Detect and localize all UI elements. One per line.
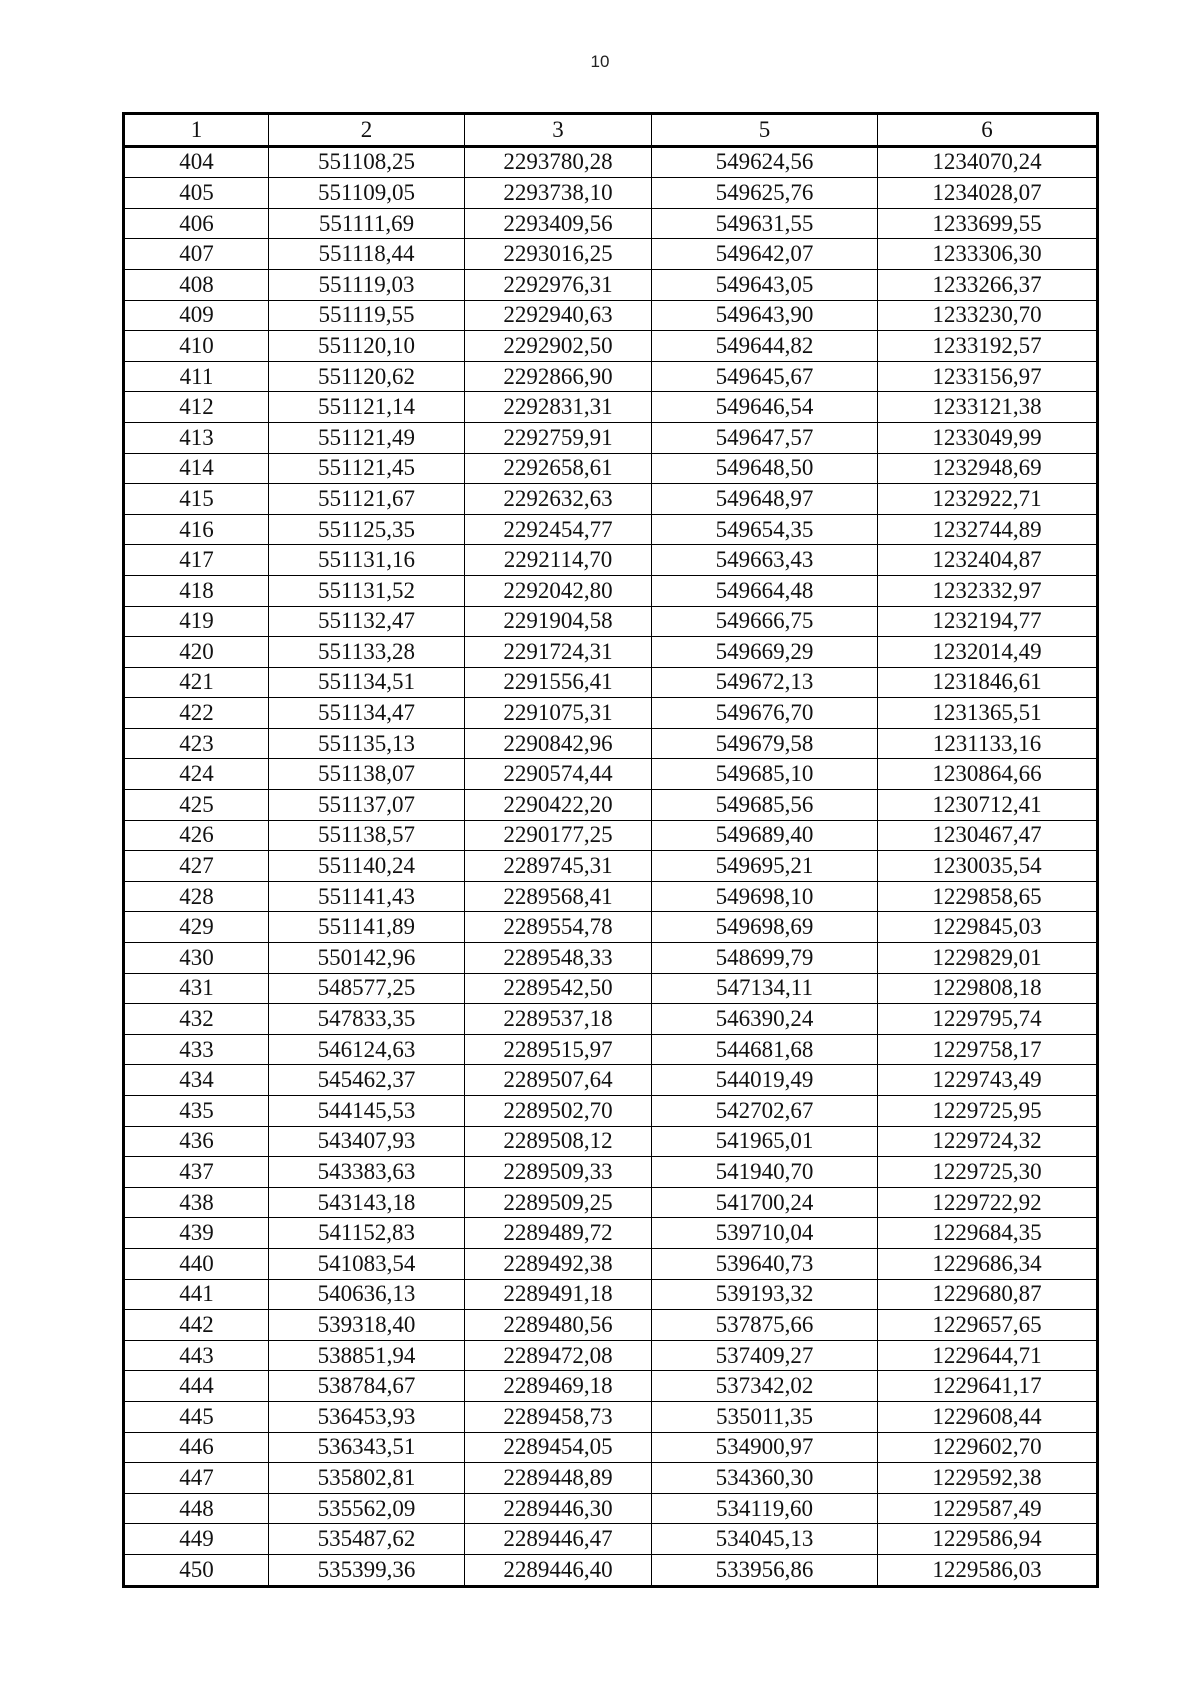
col5-value-cell: 549624,56 [652, 146, 878, 178]
point-number-cell: 444 [124, 1371, 269, 1402]
col5-value-cell: 533956,86 [652, 1554, 878, 1586]
table-row [124, 1218, 1098, 1249]
col2-value-cell: 551120,62 [269, 361, 465, 392]
col6-value-cell: 1229592,38 [878, 1463, 1098, 1494]
point-number-cell: 430 [124, 943, 269, 974]
col3-value-cell: 2289446,47 [465, 1524, 652, 1555]
col3-value-cell: 2290842,96 [465, 728, 652, 759]
col3-value-cell: 2289480,56 [465, 1310, 652, 1341]
point-number-cell: 405 [124, 178, 269, 209]
col2-value-cell: 551121,49 [269, 422, 465, 453]
point-number-cell: 420 [124, 637, 269, 668]
col5-value-cell: 547134,11 [652, 973, 878, 1004]
point-number-cell: 411 [124, 361, 269, 392]
col3-value-cell: 2289458,73 [465, 1401, 652, 1432]
col2-value-cell: 551121,67 [269, 484, 465, 515]
col6-value-cell: 1232744,89 [878, 514, 1098, 545]
point-number-cell: 434 [124, 1065, 269, 1096]
col3-value-cell: 2289542,50 [465, 973, 652, 1004]
col3-value-cell: 2289492,38 [465, 1248, 652, 1279]
table-row [124, 1279, 1098, 1310]
col6-value-cell: 1229845,03 [878, 912, 1098, 943]
col5-value-cell: 549695,21 [652, 851, 878, 882]
col6-value-cell: 1229586,94 [878, 1524, 1098, 1555]
col3-value-cell: 2293409,56 [465, 208, 652, 239]
table-row [124, 146, 1098, 178]
col3-value-cell: 2292831,31 [465, 392, 652, 423]
col2-value-cell: 541083,54 [269, 1248, 465, 1279]
col3-value-cell: 2289537,18 [465, 1004, 652, 1035]
col2-value-cell: 535399,36 [269, 1554, 465, 1586]
col3-value-cell: 2292902,50 [465, 331, 652, 362]
col6-value-cell: 1232332,97 [878, 575, 1098, 606]
table-row [124, 545, 1098, 576]
col6-value-cell: 1230467,47 [878, 820, 1098, 851]
col2-value-cell: 538851,94 [269, 1340, 465, 1371]
point-number-cell: 432 [124, 1004, 269, 1035]
column-header-6: 6 [878, 114, 1098, 147]
table-row [124, 392, 1098, 423]
col5-value-cell: 537409,27 [652, 1340, 878, 1371]
col3-value-cell: 2293016,25 [465, 239, 652, 270]
col6-value-cell: 1232194,77 [878, 606, 1098, 637]
col2-value-cell: 544145,53 [269, 1096, 465, 1127]
col5-value-cell: 541700,24 [652, 1187, 878, 1218]
col5-value-cell: 548699,79 [652, 943, 878, 974]
col2-value-cell: 541152,83 [269, 1218, 465, 1249]
col3-value-cell: 2292454,77 [465, 514, 652, 545]
point-number-cell: 422 [124, 698, 269, 729]
col2-value-cell: 551134,47 [269, 698, 465, 729]
table-row [124, 606, 1098, 637]
col6-value-cell: 1232922,71 [878, 484, 1098, 515]
point-number-cell: 419 [124, 606, 269, 637]
col5-value-cell: 549647,57 [652, 422, 878, 453]
col2-value-cell: 551125,35 [269, 514, 465, 545]
point-number-cell: 410 [124, 331, 269, 362]
col3-value-cell: 2289507,64 [465, 1065, 652, 1096]
col3-value-cell: 2291904,58 [465, 606, 652, 637]
col3-value-cell: 2289515,97 [465, 1034, 652, 1065]
col5-value-cell: 549685,56 [652, 790, 878, 821]
table-row [124, 1187, 1098, 1218]
column-header-2: 2 [269, 114, 465, 147]
col6-value-cell: 1229858,65 [878, 881, 1098, 912]
point-number-cell: 446 [124, 1432, 269, 1463]
col5-value-cell: 549654,35 [652, 514, 878, 545]
col6-value-cell: 1229602,70 [878, 1432, 1098, 1463]
point-number-cell: 407 [124, 239, 269, 270]
col5-value-cell: 537875,66 [652, 1310, 878, 1341]
table-row [124, 331, 1098, 362]
col3-value-cell: 2289548,33 [465, 943, 652, 974]
table-row [124, 1004, 1098, 1035]
col6-value-cell: 1229722,92 [878, 1187, 1098, 1218]
col2-value-cell: 543383,63 [269, 1157, 465, 1188]
col5-value-cell: 534045,13 [652, 1524, 878, 1555]
col5-value-cell: 549646,54 [652, 392, 878, 423]
col6-value-cell: 1232948,69 [878, 453, 1098, 484]
point-number-cell: 421 [124, 667, 269, 698]
col6-value-cell: 1233230,70 [878, 300, 1098, 331]
col3-value-cell: 2289489,72 [465, 1218, 652, 1249]
col3-value-cell: 2292658,61 [465, 453, 652, 484]
col6-value-cell: 1229743,49 [878, 1065, 1098, 1096]
col5-value-cell: 549631,55 [652, 208, 878, 239]
point-number-cell: 416 [124, 514, 269, 545]
page-number: 10 [590, 52, 610, 71]
col2-value-cell: 551120,10 [269, 331, 465, 362]
col5-value-cell: 544019,49 [652, 1065, 878, 1096]
table-row [124, 1310, 1098, 1341]
col2-value-cell: 551131,52 [269, 575, 465, 606]
col5-value-cell: 534900,97 [652, 1432, 878, 1463]
col5-value-cell: 549698,10 [652, 881, 878, 912]
table-row [124, 1065, 1098, 1096]
point-number-cell: 435 [124, 1096, 269, 1127]
col2-value-cell: 543143,18 [269, 1187, 465, 1218]
col2-value-cell: 550142,96 [269, 943, 465, 974]
col6-value-cell: 1231846,61 [878, 667, 1098, 698]
col5-value-cell: 539193,32 [652, 1279, 878, 1310]
table-row [124, 698, 1098, 729]
col6-value-cell: 1229657,65 [878, 1310, 1098, 1341]
col3-value-cell: 2290574,44 [465, 759, 652, 790]
table-row [124, 1401, 1098, 1432]
column-header-5: 5 [652, 114, 878, 147]
col6-value-cell: 1233121,38 [878, 392, 1098, 423]
col6-value-cell: 1229758,17 [878, 1034, 1098, 1065]
table-row [124, 1554, 1098, 1586]
table-row [124, 1463, 1098, 1494]
table-row [124, 1432, 1098, 1463]
col5-value-cell: 549644,82 [652, 331, 878, 362]
table-row [124, 912, 1098, 943]
table-row [124, 820, 1098, 851]
col6-value-cell: 1229641,17 [878, 1371, 1098, 1402]
col3-value-cell: 2293738,10 [465, 178, 652, 209]
col3-value-cell: 2289454,05 [465, 1432, 652, 1463]
point-number-cell: 426 [124, 820, 269, 851]
col5-value-cell: 534119,60 [652, 1493, 878, 1524]
col6-value-cell: 1229725,95 [878, 1096, 1098, 1127]
col2-value-cell: 551108,25 [269, 146, 465, 178]
table-row [124, 1371, 1098, 1402]
point-number-cell: 442 [124, 1310, 269, 1341]
table-row [124, 239, 1098, 270]
point-number-cell: 431 [124, 973, 269, 1004]
col6-value-cell: 1232014,49 [878, 637, 1098, 668]
col6-value-cell: 1230712,41 [878, 790, 1098, 821]
table-row [124, 361, 1098, 392]
point-number-cell: 414 [124, 453, 269, 484]
col2-value-cell: 543407,93 [269, 1126, 465, 1157]
table-row [124, 484, 1098, 515]
col3-value-cell: 2292114,70 [465, 545, 652, 576]
col5-value-cell: 535011,35 [652, 1401, 878, 1432]
col3-value-cell: 2290177,25 [465, 820, 652, 851]
col2-value-cell: 551141,89 [269, 912, 465, 943]
column-header-1: 1 [124, 114, 269, 147]
point-number-cell: 445 [124, 1401, 269, 1432]
col3-value-cell: 2290422,20 [465, 790, 652, 821]
table-row [124, 1126, 1098, 1157]
col6-value-cell: 1234070,24 [878, 146, 1098, 178]
col2-value-cell: 538784,67 [269, 1371, 465, 1402]
col6-value-cell: 1229829,01 [878, 943, 1098, 974]
col6-value-cell: 1231133,16 [878, 728, 1098, 759]
col5-value-cell: 549669,29 [652, 637, 878, 668]
table-row [124, 300, 1098, 331]
col5-value-cell: 541965,01 [652, 1126, 878, 1157]
col3-value-cell: 2289448,89 [465, 1463, 652, 1494]
col2-value-cell: 551119,03 [269, 269, 465, 300]
point-number-cell: 417 [124, 545, 269, 576]
point-number-cell: 427 [124, 851, 269, 882]
col3-value-cell: 2292042,80 [465, 575, 652, 606]
col3-value-cell: 2291556,41 [465, 667, 652, 698]
col3-value-cell: 2289509,33 [465, 1157, 652, 1188]
col6-value-cell: 1233266,37 [878, 269, 1098, 300]
col6-value-cell: 1229680,87 [878, 1279, 1098, 1310]
table-row [124, 881, 1098, 912]
table-body [124, 146, 1098, 1586]
col6-value-cell: 1233156,97 [878, 361, 1098, 392]
table-row [124, 178, 1098, 209]
col3-value-cell: 2289508,12 [465, 1126, 652, 1157]
col2-value-cell: 551118,44 [269, 239, 465, 270]
point-number-cell: 439 [124, 1218, 269, 1249]
table-row [124, 1157, 1098, 1188]
col5-value-cell: 549663,43 [652, 545, 878, 576]
point-number-cell: 423 [124, 728, 269, 759]
col3-value-cell: 2289469,18 [465, 1371, 652, 1402]
col2-value-cell: 551141,43 [269, 881, 465, 912]
col3-value-cell: 2293780,28 [465, 146, 652, 178]
col2-value-cell: 535802,81 [269, 1463, 465, 1494]
col6-value-cell: 1233049,99 [878, 422, 1098, 453]
col3-value-cell: 2289554,78 [465, 912, 652, 943]
point-number-cell: 415 [124, 484, 269, 515]
table-row [124, 453, 1098, 484]
col6-value-cell: 1229795,74 [878, 1004, 1098, 1035]
col2-value-cell: 551111,69 [269, 208, 465, 239]
col2-value-cell: 546124,63 [269, 1034, 465, 1065]
col5-value-cell: 539640,73 [652, 1248, 878, 1279]
col5-value-cell: 537342,02 [652, 1371, 878, 1402]
point-number-cell: 450 [124, 1554, 269, 1586]
col6-value-cell: 1234028,07 [878, 178, 1098, 209]
col5-value-cell: 549664,48 [652, 575, 878, 606]
col2-value-cell: 551131,16 [269, 545, 465, 576]
point-number-cell: 406 [124, 208, 269, 239]
table-row [124, 208, 1098, 239]
col5-value-cell: 539710,04 [652, 1218, 878, 1249]
col5-value-cell: 549643,05 [652, 269, 878, 300]
col3-value-cell: 2289502,70 [465, 1096, 652, 1127]
col5-value-cell: 549698,69 [652, 912, 878, 943]
col2-value-cell: 551134,51 [269, 667, 465, 698]
table-row [124, 1034, 1098, 1065]
table-row [124, 422, 1098, 453]
col3-value-cell: 2289472,08 [465, 1340, 652, 1371]
point-number-cell: 448 [124, 1493, 269, 1524]
table-row [124, 637, 1098, 668]
col5-value-cell: 534360,30 [652, 1463, 878, 1494]
table-row [124, 1493, 1098, 1524]
point-number-cell: 418 [124, 575, 269, 606]
point-number-cell: 412 [124, 392, 269, 423]
table-row [124, 1524, 1098, 1555]
col5-value-cell: 544681,68 [652, 1034, 878, 1065]
col5-value-cell: 549645,67 [652, 361, 878, 392]
col3-value-cell: 2289491,18 [465, 1279, 652, 1310]
point-number-cell: 433 [124, 1034, 269, 1065]
col3-value-cell: 2289568,41 [465, 881, 652, 912]
column-header-3: 3 [465, 114, 652, 147]
col6-value-cell: 1231365,51 [878, 698, 1098, 729]
col3-value-cell: 2291724,31 [465, 637, 652, 668]
col2-value-cell: 551121,45 [269, 453, 465, 484]
header-row [124, 114, 1098, 147]
col2-value-cell: 545462,37 [269, 1065, 465, 1096]
point-number-cell: 413 [124, 422, 269, 453]
point-number-cell: 449 [124, 1524, 269, 1555]
col5-value-cell: 541940,70 [652, 1157, 878, 1188]
col6-value-cell: 1230035,54 [878, 851, 1098, 882]
col5-value-cell: 549625,76 [652, 178, 878, 209]
col5-value-cell: 549648,50 [652, 453, 878, 484]
col6-value-cell: 1229808,18 [878, 973, 1098, 1004]
col6-value-cell: 1229684,35 [878, 1218, 1098, 1249]
col6-value-cell: 1229644,71 [878, 1340, 1098, 1371]
col3-value-cell: 2292632,63 [465, 484, 652, 515]
table-row [124, 1340, 1098, 1371]
point-number-cell: 424 [124, 759, 269, 790]
col2-value-cell: 548577,25 [269, 973, 465, 1004]
col3-value-cell: 2292940,63 [465, 300, 652, 331]
col6-value-cell: 1233192,57 [878, 331, 1098, 362]
col6-value-cell: 1230864,66 [878, 759, 1098, 790]
table-row [124, 851, 1098, 882]
col5-value-cell: 549689,40 [652, 820, 878, 851]
point-number-cell: 443 [124, 1340, 269, 1371]
table-row [124, 728, 1098, 759]
col5-value-cell: 549666,75 [652, 606, 878, 637]
table-row [124, 514, 1098, 545]
col6-value-cell: 1229587,49 [878, 1493, 1098, 1524]
col2-value-cell: 551138,57 [269, 820, 465, 851]
col6-value-cell: 1229608,44 [878, 1401, 1098, 1432]
col5-value-cell: 549672,13 [652, 667, 878, 698]
table-row [124, 759, 1098, 790]
col2-value-cell: 551135,13 [269, 728, 465, 759]
point-number-cell: 447 [124, 1463, 269, 1494]
point-number-cell: 409 [124, 300, 269, 331]
col3-value-cell: 2289446,30 [465, 1493, 652, 1524]
col3-value-cell: 2289509,25 [465, 1187, 652, 1218]
point-number-cell: 436 [124, 1126, 269, 1157]
col2-value-cell: 536343,51 [269, 1432, 465, 1463]
table-row [124, 269, 1098, 300]
point-number-cell: 429 [124, 912, 269, 943]
col2-value-cell: 551109,05 [269, 178, 465, 209]
col2-value-cell: 551138,07 [269, 759, 465, 790]
table-row [124, 973, 1098, 1004]
point-number-cell: 404 [124, 146, 269, 178]
point-number-cell: 441 [124, 1279, 269, 1310]
col6-value-cell: 1229686,34 [878, 1248, 1098, 1279]
col5-value-cell: 549676,70 [652, 698, 878, 729]
point-number-cell: 438 [124, 1187, 269, 1218]
col5-value-cell: 546390,24 [652, 1004, 878, 1035]
point-number-cell: 408 [124, 269, 269, 300]
col2-value-cell: 535487,62 [269, 1524, 465, 1555]
col6-value-cell: 1232404,87 [878, 545, 1098, 576]
table-header [124, 114, 1098, 147]
table-row [124, 1096, 1098, 1127]
col2-value-cell: 547833,35 [269, 1004, 465, 1035]
col5-value-cell: 549642,07 [652, 239, 878, 270]
col2-value-cell: 535562,09 [269, 1493, 465, 1524]
point-number-cell: 425 [124, 790, 269, 821]
col5-value-cell: 542702,67 [652, 1096, 878, 1127]
col6-value-cell: 1229725,30 [878, 1157, 1098, 1188]
col3-value-cell: 2292866,90 [465, 361, 652, 392]
col6-value-cell: 1233699,55 [878, 208, 1098, 239]
table-row [124, 575, 1098, 606]
col6-value-cell: 1229586,03 [878, 1554, 1098, 1586]
col2-value-cell: 536453,93 [269, 1401, 465, 1432]
col5-value-cell: 549679,58 [652, 728, 878, 759]
col2-value-cell: 551121,14 [269, 392, 465, 423]
coordinates-table [122, 112, 1099, 1588]
col5-value-cell: 549685,10 [652, 759, 878, 790]
col6-value-cell: 1229724,32 [878, 1126, 1098, 1157]
col3-value-cell: 2291075,31 [465, 698, 652, 729]
table-row [124, 1248, 1098, 1279]
col3-value-cell: 2289446,40 [465, 1554, 652, 1586]
col2-value-cell: 551137,07 [269, 790, 465, 821]
col3-value-cell: 2292976,31 [465, 269, 652, 300]
table-row [124, 790, 1098, 821]
col5-value-cell: 549643,90 [652, 300, 878, 331]
col2-value-cell: 539318,40 [269, 1310, 465, 1341]
col5-value-cell: 549648,97 [652, 484, 878, 515]
point-number-cell: 428 [124, 881, 269, 912]
col2-value-cell: 551133,28 [269, 637, 465, 668]
col3-value-cell: 2292759,91 [465, 422, 652, 453]
col2-value-cell: 551140,24 [269, 851, 465, 882]
col2-value-cell: 540636,13 [269, 1279, 465, 1310]
col6-value-cell: 1233306,30 [878, 239, 1098, 270]
point-number-cell: 437 [124, 1157, 269, 1188]
table-row [124, 667, 1098, 698]
point-number-cell: 440 [124, 1248, 269, 1279]
col2-value-cell: 551119,55 [269, 300, 465, 331]
col2-value-cell: 551132,47 [269, 606, 465, 637]
table-row [124, 943, 1098, 974]
col3-value-cell: 2289745,31 [465, 851, 652, 882]
